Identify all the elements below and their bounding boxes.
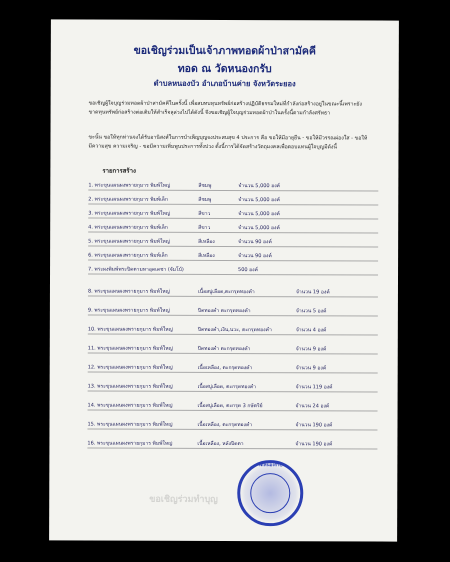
- row-divider: [88, 274, 378, 276]
- item-qty: จำนวน 5,000 องค์: [238, 225, 280, 232]
- item-name: 9. พระขุนแผนผงพรายกุมาร พิมพ์ใหญ่: [87, 307, 170, 314]
- item-qty: จำนวน 5 องค์: [295, 308, 327, 315]
- row-divider: [88, 218, 378, 220]
- blessing-paragraph: ขะนั้น ขอให้ทุกท่านจงได้รับอานิสงส์ในการบำเพ็ญบุญจงประสบสุข 4 ประการ คือ ขอให้มีอายุยืน - ขอให้มีวรรณผ่องใส - ขอให้มีความสุข ความเจริญ - ขอมีความเพิ่มพูนประการทั้งปวง ตั้งนี้การได้จัดสร้างวัตถุมงคลเพื่อตอบแทนผู้ใจบุญมีดังนี้: [88, 134, 368, 151]
- item-mat: เนื้อเหลือง, หลังปิดตา: [197, 440, 244, 448]
- item-name: 11. พระขุนแผนผงพรายกุมาร พิมพ์ใหญ่: [87, 345, 173, 352]
- item-name: 10. พระขุนแผนผงพรายกุมาร พิมพ์ใหญ่: [87, 326, 173, 333]
- item-mat: ปิดทองคำ ตะกรุดทองคำ: [197, 345, 251, 353]
- row-divider: [88, 246, 378, 248]
- item-name: 7. พระผงพิมพ์พระปิดตามหาอุดเดชา (จัมโบ้): [88, 266, 184, 273]
- item-mat: เนื้อสบู่เลือด,ตะกรุดทองคำ: [197, 288, 255, 296]
- row-divider: [88, 296, 378, 298]
- item-mat: เนื้อสบู่เลือด, ตะกรุด 3 กษัตริย์: [197, 402, 263, 410]
- stamp-label: วัดหนองกรับ: [258, 463, 283, 469]
- item-name: 15. พระขุนแผนผงพรายกุมาร พิมพ์ใหญ่: [87, 421, 173, 428]
- row-divider: [88, 315, 378, 317]
- item-qty: จำนวน 190 องค์: [295, 422, 333, 429]
- row-divider: [88, 232, 378, 234]
- item-qty: จำนวน 90 องค์: [238, 239, 272, 246]
- item-qty: จำนวน 5,000 องค์: [238, 197, 280, 204]
- document-title: ขอเชิญร่วมเป็นเจ้าภาพทอดผ้าป่าสามัคคี: [133, 44, 316, 58]
- row-divider: [87, 429, 377, 431]
- item-mat: สีชมพู: [198, 182, 212, 189]
- item-mat: สีขาว: [198, 210, 211, 217]
- item-qty: จำนวน 9 องค์: [295, 365, 327, 372]
- item-mat: เนื้อสบู่เลือด, ตะกรุดทองคำ: [197, 383, 256, 391]
- item-qty: จำนวน 24 องค์: [295, 403, 330, 410]
- item-name: 13. พระขุนแผนผงพรายกุมาร พิมพ์ใหญ่: [87, 383, 173, 390]
- item-name: 12. พระขุนแผนผงพรายกุมาร พิมพ์ใหญ่: [87, 364, 173, 371]
- row-divider: [88, 353, 378, 355]
- item-qty: จำนวน 90 องค์: [238, 253, 272, 260]
- stamp-inner-ring: [250, 473, 290, 513]
- temple-stamp: [237, 460, 303, 526]
- row-divider: [88, 334, 378, 336]
- item-mat: สีเหลือง: [198, 252, 215, 259]
- item-name: 14. พระขุนแผนผงพรายกุมาร พิมพ์ใหญ่: [87, 402, 173, 409]
- intro-paragraph: ขอเชิญผู้ใจบุญร่วมทอดผ้าป่าสามัคคีในครั้งนี้ เพื่อสมทบทุนทรัพย์ก่อสร้างปฏิบัติธรรมใหม่ที่กำลังก่อสร้างอยู่ในขณะนี้เพราะยังขาดทุนทรัพย์ก่อสร้างต่อเติมให้สำเร็จลุล่วงไปได้ดังนี้ จึงขอเชิญผู้ใจบุญร่วมทอดผ้าป่าในครั้งนี้ตามกำลังศรัทธา: [88, 100, 362, 117]
- item-qty: จำนวน 119 องค์: [295, 384, 333, 391]
- item-mat: สีเหลือง: [198, 238, 215, 245]
- item-qty: 500 องค์: [238, 267, 258, 274]
- item-qty: จำนวน 4 องค์: [295, 327, 327, 334]
- item-name: 3. พระขุนแผนผงพรายกุมาร พิมพ์ใหญ่: [88, 210, 171, 217]
- item-name: 1. พระขุนแผนผงพรายกุมาร พิมพ์ใหญ่: [88, 182, 171, 189]
- item-name: 8. พระขุนแผนผงพรายกุมาร พิมพ์ใหญ่: [87, 288, 170, 295]
- item-mat: สีขาว: [198, 224, 211, 231]
- row-divider: [88, 391, 378, 393]
- row-divider: [88, 410, 378, 412]
- document-subtitle: ทอด ณ วัดหนองกรับ: [177, 62, 272, 76]
- item-qty: จำนวน 19 องค์: [295, 289, 330, 296]
- item-name: 16. พระขุนแผนผงพรายกุมาร พิมพ์ใหญ่: [87, 440, 173, 447]
- item-mat: ปิดทองคำ,เงิน,นวะ, ตะกรุดทองคำ: [197, 326, 272, 334]
- document-page: [49, 19, 399, 541]
- list-heading: รายการสร้าง: [102, 167, 136, 175]
- item-name: 5. พระขุนแผนผงพรายกุมาร พิมพ์ใหญ่: [88, 238, 170, 245]
- item-qty: จำนวน 190 องค์: [295, 441, 333, 448]
- item-qty: จำนวน 5,000 องค์: [238, 183, 281, 190]
- watermark-text: ขอเชิญร่วมทำบุญ: [149, 494, 218, 505]
- item-qty: จำนวน 9 องค์: [295, 346, 327, 353]
- row-divider: [87, 448, 377, 450]
- item-qty: จำนวน 5,000 องค์: [238, 211, 280, 218]
- item-mat: เนื้อเหลือง, ตะกรุดทองคำ: [197, 364, 253, 372]
- row-divider: [88, 204, 378, 206]
- row-divider: [88, 260, 378, 262]
- item-name: 2. พระขุนแผนผงพรายกุมาร พิมพ์เล็ก: [88, 196, 168, 203]
- item-name: 4. พระขุนแผนผงพรายกุมาร พิมพ์เล็ก: [88, 224, 168, 231]
- item-mat: สีชมพู: [198, 196, 212, 203]
- document-location: ตำบลหนองบัว อำเภอบ้านค่าย จังหวัดระยอง: [153, 78, 296, 89]
- item-mat: เนื้อเหลือง, ตะกรุดทองคำ: [197, 421, 253, 429]
- row-divider: [88, 190, 378, 192]
- row-divider: [88, 372, 378, 374]
- item-mat: ปิดทองคำ ตะกรุดทองคำ: [197, 307, 251, 315]
- item-name: 6. พระขุนแผนผงพรายกุมาร พิมพ์เล็ก: [88, 252, 168, 259]
